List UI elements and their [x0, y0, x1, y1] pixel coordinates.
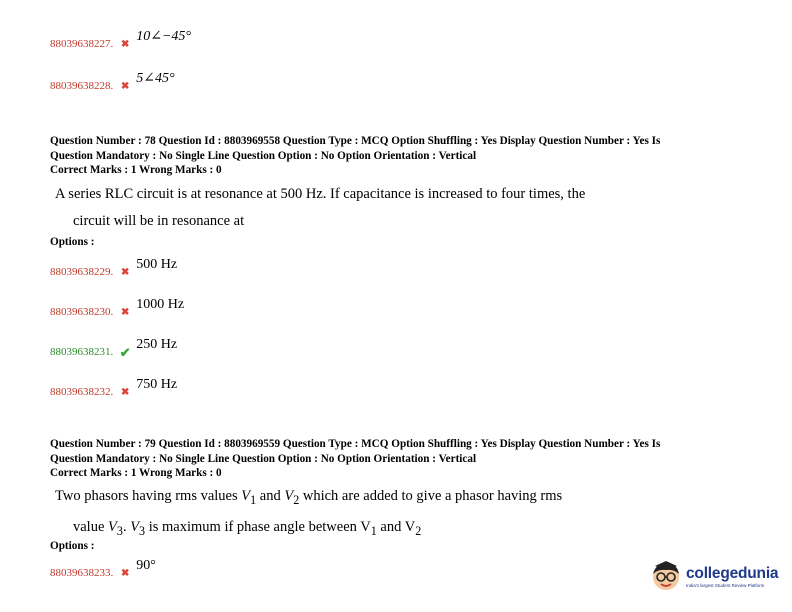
mascot-icon	[650, 560, 682, 592]
meta-line: Question Mandatory : No Single Line Question Option : No Option Orientation : Vertical	[50, 452, 477, 465]
question-text	[55, 483, 655, 545]
option-text: 90°	[136, 558, 156, 573]
option-id: 88039638229.	[50, 266, 114, 278]
marks-line: Correct Marks : 1 Wrong Marks : 0	[50, 467, 222, 479]
option-id: 88039638228.	[50, 80, 114, 92]
option-id: 88039638231.	[50, 346, 114, 358]
option-row	[50, 377, 178, 399]
question-line: A series RLC circuit is at resonance at 500 Hz. If capacitance is increased to four times, the	[55, 186, 586, 202]
option-text: 5∠45°	[136, 71, 175, 86]
question-line: value $V_3$. $V_3$ is maximum if phase angle between $V_1$ and $V_2$	[73, 518, 422, 538]
option-row	[50, 71, 175, 93]
cross-icon: ✖	[121, 81, 130, 92]
option-text: 1000 Hz	[136, 297, 185, 312]
check-icon: ✔	[119, 345, 131, 360]
logo-tagline: India's largest Student Review Platform	[686, 582, 765, 588]
question-text	[55, 181, 655, 235]
options-label: Options :	[50, 236, 95, 248]
cross-icon: ✖	[121, 39, 130, 50]
question-line: Two phasors having rms values $V_1$ and $V_2$ which are added to give a phasor having rms	[55, 488, 563, 507]
option-id: 88039638227.	[50, 38, 114, 50]
options-label: Options :	[50, 540, 95, 552]
option-id: 88039638232.	[50, 386, 114, 398]
cross-icon: ✖	[121, 568, 130, 579]
option-text: 10∠−45°	[136, 29, 192, 44]
option-row	[50, 558, 156, 580]
meta-line: Question Number : 79 Question Id : 8803969559 Question Type : MCQ Option Shuffling : Yes Display Question Number : Yes Is	[50, 438, 661, 450]
option-row	[50, 297, 185, 319]
option-row	[50, 337, 178, 360]
option-text: 500 Hz	[136, 257, 178, 272]
question-line: circuit will be in resonance at	[73, 213, 245, 229]
question-meta	[50, 134, 740, 178]
meta-line: Question Mandatory : No Single Line Question Option : No Option Orientation : Vertical	[50, 149, 477, 162]
question-meta	[50, 437, 740, 481]
cross-icon: ✖	[121, 307, 130, 318]
option-row	[50, 257, 178, 279]
logo-name: collegedunia	[686, 564, 779, 582]
marks-line: Correct Marks : 1 Wrong Marks : 0	[50, 164, 222, 176]
option-id: 88039638233.	[50, 567, 114, 579]
cross-icon: ✖	[121, 387, 130, 398]
option-text: 250 Hz	[136, 337, 178, 352]
cross-icon: ✖	[121, 267, 130, 278]
option-id: 88039638230.	[50, 306, 114, 318]
option-text: 750 Hz	[136, 377, 178, 392]
option-row	[50, 29, 192, 51]
meta-line: Question Number : 78 Question Id : 8803969558 Question Type : MCQ Option Shuffling : Yes Display Question Number : Yes Is	[50, 135, 661, 147]
collegedunia-logo	[650, 556, 788, 596]
